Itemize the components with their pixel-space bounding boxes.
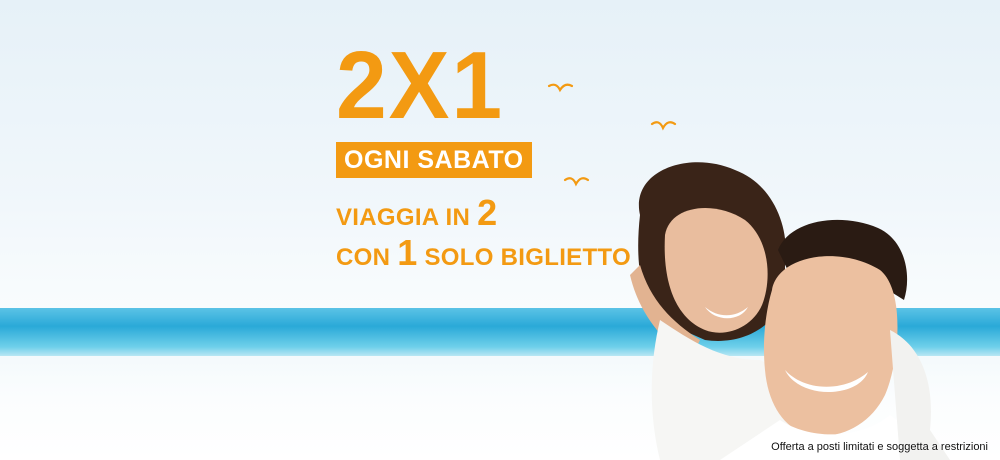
tagline-text: CON: [336, 244, 398, 271]
disclaimer-text: Offerta a posti limitati e soggetta a restrizioni: [771, 441, 988, 453]
tagline-number: 1: [397, 232, 418, 273]
seagull-icon: [652, 122, 675, 128]
tagline-number: 2: [477, 192, 498, 233]
day-badge: OGNI SABATO: [336, 142, 532, 178]
tagline-line-1: [336, 192, 497, 234]
seagull-icon: [549, 85, 572, 90]
tagline-text: VIAGGIA IN: [336, 204, 478, 231]
tagline-line-2: [336, 232, 631, 274]
tagline-text: SOLO BIGLIETTO: [417, 244, 631, 271]
seagull-icon: [565, 178, 588, 184]
promo-headline: 2X1: [336, 32, 504, 139]
